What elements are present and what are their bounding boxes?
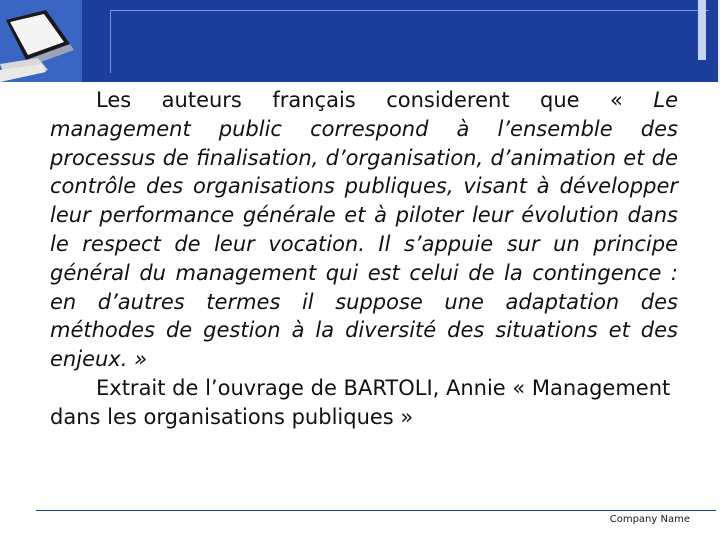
quote-intro: Les auteurs français considerent que « (96, 88, 654, 112)
company-name: Company Name (609, 514, 690, 525)
quote-paragraph (50, 86, 678, 374)
source-paragraph: Extrait de l’ouvrage de BARTOLI, Annie « Management dans les organisations publiques » (50, 375, 671, 429)
header-accent-bar (698, 0, 706, 60)
slide-content (50, 86, 678, 432)
header-band (82, 0, 720, 82)
footer-divider (36, 510, 716, 511)
quote-text: Le management public correspond à l’ensemble des processus de finalisation, d’organisation, d’animation et de contrôle des organisations publiques, visant à développer leur performance générale et à piloter leur évolution dans le respect de leur vocation. Il s’appuie sur un principe général du management qui est celui de la contingence : en d’autres termes il suppose une adaptation des méthodes de gestion à la diversité des situations et des enjeux. » (50, 88, 678, 372)
header-frame (110, 10, 709, 73)
computer-monitor-icon (0, 0, 82, 82)
